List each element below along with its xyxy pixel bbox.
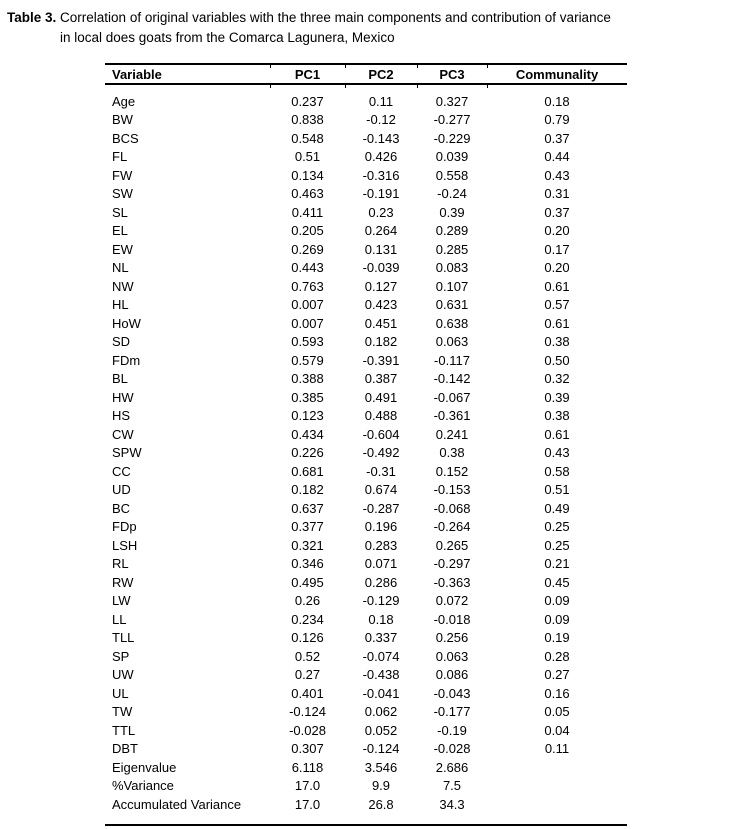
value-cell: 34.3 bbox=[439, 796, 465, 812]
header-column-tick bbox=[345, 63, 346, 68]
value-cell: 17.0 bbox=[294, 778, 321, 794]
value-cell: 0.18 bbox=[544, 93, 570, 109]
variable-cell: RL bbox=[112, 556, 129, 572]
value-cell: 0.37 bbox=[544, 204, 570, 220]
variable-cell: FDp bbox=[112, 519, 137, 535]
value-cell: -0.19 bbox=[437, 722, 467, 738]
value-cell: 0.25 bbox=[544, 519, 570, 535]
value-cell: 0.052 bbox=[364, 722, 398, 738]
table-row bbox=[105, 111, 627, 130]
value-cell: 0.23 bbox=[368, 204, 394, 220]
value-cell: 0.32 bbox=[544, 371, 570, 387]
value-cell: 0.51 bbox=[294, 149, 321, 165]
variable-cell: RW bbox=[112, 574, 134, 590]
table-row bbox=[105, 481, 627, 500]
value-cell: 0.31 bbox=[544, 186, 570, 202]
value-cell: 0.423 bbox=[364, 297, 398, 313]
value-cell: 0.107 bbox=[435, 278, 469, 294]
table-row bbox=[105, 721, 627, 740]
value-cell: 17.0 bbox=[294, 796, 321, 812]
value-cell: 0.20 bbox=[544, 260, 570, 276]
value-cell: 26.8 bbox=[368, 796, 394, 812]
value-cell: 0.37 bbox=[544, 130, 570, 146]
value-cell: -0.316 bbox=[362, 167, 400, 183]
value-cell: 0.61 bbox=[544, 426, 570, 442]
value-cell: 9.9 bbox=[371, 778, 391, 794]
table-row bbox=[105, 610, 627, 629]
table-row bbox=[105, 647, 627, 666]
value-cell: 0.38 bbox=[544, 408, 570, 424]
value-cell: 0.593 bbox=[291, 334, 324, 350]
table-row bbox=[105, 684, 627, 703]
value-cell: 0.337 bbox=[364, 630, 398, 646]
value-cell: 0.264 bbox=[364, 223, 398, 239]
value-cell: 0.637 bbox=[291, 500, 324, 516]
table-row bbox=[105, 129, 627, 148]
table-row bbox=[105, 296, 627, 315]
variable-cell: BCS bbox=[112, 130, 139, 146]
value-cell: 0.49 bbox=[544, 500, 570, 516]
variable-cell: CC bbox=[112, 463, 131, 479]
value-cell: -0.124 bbox=[289, 704, 326, 720]
value-cell: 0.285 bbox=[435, 241, 469, 257]
value-cell: -0.068 bbox=[433, 500, 471, 516]
value-cell: 0.638 bbox=[435, 315, 469, 331]
value-cell: -0.391 bbox=[362, 352, 400, 368]
table-row bbox=[105, 222, 627, 241]
value-cell: 0.131 bbox=[364, 241, 398, 257]
value-cell: -0.117 bbox=[434, 352, 470, 368]
value-cell: 0.45 bbox=[544, 574, 570, 590]
value-cell: 0.58 bbox=[544, 463, 570, 479]
value-cell: 0.072 bbox=[435, 593, 469, 609]
value-cell: 0.43 bbox=[544, 445, 570, 461]
value-cell: -0.018 bbox=[433, 611, 471, 627]
value-cell: 0.51 bbox=[544, 482, 570, 498]
value-cell: -0.492 bbox=[362, 445, 400, 461]
value-cell: -0.264 bbox=[433, 519, 471, 535]
header-column-tick bbox=[487, 63, 488, 68]
value-cell: 0.387 bbox=[364, 371, 398, 387]
variable-cell: LL bbox=[112, 611, 127, 627]
variable-cell: FL bbox=[112, 149, 128, 165]
value-cell: 0.134 bbox=[291, 167, 324, 183]
value-cell: 0.237 bbox=[291, 93, 324, 109]
variable-cell: Eigenvalue bbox=[112, 759, 177, 775]
value-cell: -0.124 bbox=[362, 741, 400, 757]
value-cell: -0.297 bbox=[433, 556, 471, 572]
value-cell: 0.434 bbox=[291, 426, 324, 442]
value-cell: 0.327 bbox=[435, 93, 469, 109]
value-cell: 0.18 bbox=[368, 611, 394, 627]
value-cell: 0.385 bbox=[291, 389, 324, 405]
value-cell: -0.129 bbox=[362, 593, 400, 609]
value-cell: 0.321 bbox=[291, 537, 324, 553]
value-cell: -0.363 bbox=[433, 574, 471, 590]
value-cell: 0.286 bbox=[364, 574, 398, 590]
variable-cell: BW bbox=[112, 112, 133, 128]
table-row bbox=[105, 388, 627, 407]
value-cell: -0.043 bbox=[433, 685, 471, 701]
variable-cell: HL bbox=[112, 297, 129, 313]
variable-cell: TLL bbox=[112, 630, 135, 646]
table-row bbox=[105, 444, 627, 463]
table-row bbox=[105, 499, 627, 518]
value-cell: -0.142 bbox=[433, 371, 471, 387]
value-cell: 0.681 bbox=[291, 463, 324, 479]
value-cell: 0.43 bbox=[544, 167, 570, 183]
value-cell: 0.39 bbox=[544, 389, 570, 405]
header-column-tick bbox=[487, 85, 488, 88]
value-cell: 0.488 bbox=[364, 408, 398, 424]
header-column-tick bbox=[417, 85, 418, 88]
value-cell: 0.205 bbox=[291, 223, 324, 239]
header-communality: Communality bbox=[487, 64, 627, 84]
value-cell: 0.256 bbox=[435, 630, 469, 646]
variable-cell: LSH bbox=[112, 537, 138, 553]
value-cell: 0.411 bbox=[291, 204, 324, 220]
value-cell: 0.269 bbox=[291, 241, 324, 257]
value-cell: 0.491 bbox=[364, 389, 398, 405]
value-cell: 0.495 bbox=[291, 574, 324, 590]
table-row bbox=[105, 351, 627, 370]
value-cell: 0.28 bbox=[544, 648, 570, 664]
variable-cell: DBT bbox=[112, 741, 138, 757]
value-cell: 0.674 bbox=[364, 482, 398, 498]
value-cell: -0.153 bbox=[433, 482, 471, 498]
value-cell: 3.546 bbox=[364, 759, 398, 775]
value-cell: 0.20 bbox=[544, 223, 570, 239]
header-pc1: PC1 bbox=[270, 64, 345, 84]
value-cell: 0.265 bbox=[435, 537, 469, 553]
table-row bbox=[105, 148, 627, 167]
value-cell: 0.17 bbox=[544, 241, 570, 257]
table-row bbox=[105, 758, 627, 777]
value-cell: 0.50 bbox=[544, 352, 570, 368]
value-cell: 0.463 bbox=[291, 186, 324, 202]
value-cell: 0.126 bbox=[291, 630, 324, 646]
value-cell: 0.61 bbox=[544, 315, 570, 331]
variable-cell: HoW bbox=[112, 315, 141, 331]
table-row bbox=[105, 166, 627, 185]
value-cell: 0.19 bbox=[544, 630, 570, 646]
value-cell: 0.09 bbox=[544, 593, 570, 609]
value-cell bbox=[487, 795, 627, 825]
variable-cell: TW bbox=[112, 704, 133, 720]
header-variable: Variable bbox=[105, 64, 270, 84]
value-cell: 0.377 bbox=[291, 519, 324, 535]
value-cell: 0.127 bbox=[364, 278, 398, 294]
table-row bbox=[105, 536, 627, 555]
table-row bbox=[105, 573, 627, 592]
variable-cell: FW bbox=[112, 167, 133, 183]
value-cell: -0.143 bbox=[362, 130, 400, 146]
value-cell: -0.191 bbox=[362, 186, 400, 202]
table-body bbox=[105, 84, 627, 825]
value-cell: -0.041 bbox=[362, 685, 400, 701]
variable-cell: SW bbox=[112, 186, 133, 202]
value-cell: 0.579 bbox=[291, 352, 324, 368]
table-row bbox=[105, 203, 627, 222]
table-row bbox=[105, 740, 627, 759]
variable-cell: TTL bbox=[112, 722, 136, 738]
value-cell: 0.283 bbox=[364, 537, 398, 553]
value-cell: -0.604 bbox=[362, 426, 400, 442]
variable-cell: HS bbox=[112, 408, 131, 424]
value-cell: 0.25 bbox=[544, 537, 570, 553]
value-cell: -0.277 bbox=[433, 112, 471, 128]
value-cell: -0.028 bbox=[289, 722, 326, 738]
value-cell: 0.548 bbox=[291, 130, 324, 146]
table-row bbox=[105, 425, 627, 444]
value-cell: -0.074 bbox=[362, 648, 400, 664]
value-cell: -0.287 bbox=[362, 500, 400, 516]
table-row bbox=[105, 240, 627, 259]
value-cell: 0.16 bbox=[544, 685, 570, 701]
value-cell: 0.27 bbox=[544, 667, 570, 683]
header-column-tick bbox=[270, 63, 271, 68]
variable-cell: SL bbox=[112, 204, 128, 220]
value-cell: 0.182 bbox=[364, 334, 398, 350]
variable-cell: Accumulated Variance bbox=[112, 796, 242, 812]
header-column-tick bbox=[270, 85, 271, 88]
table-row bbox=[105, 592, 627, 611]
value-cell: 0.307 bbox=[291, 741, 324, 757]
value-cell: 0.11 bbox=[368, 93, 394, 109]
variable-cell: UD bbox=[112, 482, 131, 498]
header-column-tick bbox=[417, 63, 418, 68]
variable-cell: SD bbox=[112, 334, 131, 350]
variable-cell: EW bbox=[112, 241, 133, 257]
caption-line-2: in local does goats from the Comarca Lagunera, Mexico bbox=[60, 30, 395, 45]
value-cell: 0.039 bbox=[435, 149, 469, 165]
variable-cell: UW bbox=[112, 667, 134, 683]
value-cell: 0.38 bbox=[544, 334, 570, 350]
table-row bbox=[105, 370, 627, 389]
value-cell: 0.443 bbox=[291, 260, 324, 276]
value-cell bbox=[487, 758, 627, 777]
table-row bbox=[105, 777, 627, 796]
value-cell: 0.21 bbox=[544, 556, 570, 572]
value-cell: 0.27 bbox=[294, 667, 321, 683]
value-cell: 0.09 bbox=[544, 611, 570, 627]
value-cell: -0.177 bbox=[433, 704, 471, 720]
value-cell: 0.61 bbox=[544, 278, 570, 294]
value-cell: 0.39 bbox=[439, 204, 465, 220]
header-row bbox=[105, 64, 627, 84]
table-header bbox=[105, 64, 627, 84]
value-cell: 0.062 bbox=[364, 704, 398, 720]
table-caption bbox=[7, 8, 727, 48]
value-cell: -0.12 bbox=[366, 112, 396, 128]
value-cell: -0.229 bbox=[433, 130, 471, 146]
table-row bbox=[105, 703, 627, 722]
value-cell: -0.039 bbox=[362, 260, 400, 276]
value-cell: 0.451 bbox=[364, 315, 398, 331]
value-cell: -0.361 bbox=[433, 408, 471, 424]
table-row bbox=[105, 277, 627, 296]
variable-cell: SPW bbox=[112, 445, 142, 461]
table-row bbox=[105, 185, 627, 204]
table-row bbox=[105, 518, 627, 537]
correlation-table bbox=[105, 63, 627, 826]
variable-cell: LW bbox=[112, 593, 131, 609]
variable-cell: BC bbox=[112, 500, 131, 516]
value-cell: 0.401 bbox=[291, 685, 324, 701]
value-cell: 0.289 bbox=[435, 223, 469, 239]
value-cell: 0.346 bbox=[291, 556, 324, 572]
value-cell: 0.007 bbox=[291, 315, 324, 331]
value-cell: 0.071 bbox=[364, 556, 398, 572]
caption-label: Table 3. bbox=[7, 10, 57, 25]
value-cell: 0.04 bbox=[544, 722, 570, 738]
value-cell: 0.26 bbox=[294, 593, 321, 609]
variable-cell: NL bbox=[112, 260, 129, 276]
value-cell: 2.686 bbox=[435, 759, 469, 775]
table-row bbox=[105, 84, 627, 111]
value-cell: -0.067 bbox=[433, 389, 471, 405]
variable-cell: NW bbox=[112, 278, 134, 294]
table-row bbox=[105, 333, 627, 352]
variable-cell: %Variance bbox=[112, 778, 174, 794]
value-cell: 0.631 bbox=[435, 297, 469, 313]
table-row bbox=[105, 629, 627, 648]
value-cell: 0.11 bbox=[544, 741, 570, 757]
variable-cell: UL bbox=[112, 685, 129, 701]
table-row bbox=[105, 314, 627, 333]
value-cell: 0.152 bbox=[435, 463, 469, 479]
value-cell: 0.38 bbox=[439, 445, 465, 461]
table-row bbox=[105, 259, 627, 278]
variable-cell: HW bbox=[112, 389, 134, 405]
value-cell: 0.241 bbox=[435, 426, 469, 442]
value-cell: 0.182 bbox=[291, 482, 324, 498]
value-cell: 0.086 bbox=[435, 667, 469, 683]
value-cell: -0.438 bbox=[362, 667, 400, 683]
caption-text-1: Correlation of original variables with the three main components and contribution of variance bbox=[56, 10, 611, 25]
value-cell: -0.028 bbox=[433, 741, 471, 757]
value-cell: 0.44 bbox=[544, 149, 570, 165]
value-cell: 0.063 bbox=[435, 648, 469, 664]
value-cell: 0.838 bbox=[291, 112, 324, 128]
value-cell: 0.123 bbox=[291, 408, 324, 424]
value-cell: 0.52 bbox=[294, 648, 321, 664]
header-pc3: PC3 bbox=[417, 64, 487, 84]
variable-cell: BL bbox=[112, 371, 128, 387]
value-cell: 0.196 bbox=[364, 519, 398, 535]
value-cell: 6.118 bbox=[291, 759, 324, 775]
value-cell: 0.79 bbox=[544, 112, 570, 128]
value-cell: 0.558 bbox=[435, 167, 469, 183]
value-cell: -0.24 bbox=[437, 186, 467, 202]
variable-cell: CW bbox=[112, 426, 134, 442]
value-cell: 0.226 bbox=[291, 445, 324, 461]
value-cell: 0.763 bbox=[291, 278, 324, 294]
value-cell: -0.31 bbox=[366, 463, 396, 479]
value-cell: 0.083 bbox=[435, 260, 469, 276]
table-row bbox=[105, 795, 627, 825]
table-row bbox=[105, 666, 627, 685]
variable-cell: SP bbox=[112, 648, 130, 664]
header-column-tick bbox=[345, 85, 346, 88]
value-cell: 0.234 bbox=[291, 611, 324, 627]
table-row bbox=[105, 462, 627, 481]
value-cell: 0.388 bbox=[291, 371, 324, 387]
variable-cell: EL bbox=[112, 223, 128, 239]
header-pc2: PC2 bbox=[345, 64, 417, 84]
caption-line-1 bbox=[7, 8, 727, 28]
table-row bbox=[105, 407, 627, 426]
value-cell: 0.57 bbox=[544, 297, 570, 313]
value-cell: 0.063 bbox=[435, 334, 469, 350]
variable-cell: FDm bbox=[112, 352, 141, 368]
value-cell: 0.426 bbox=[364, 149, 398, 165]
value-cell: 0.007 bbox=[291, 297, 324, 313]
value-cell: 0.05 bbox=[544, 704, 570, 720]
value-cell bbox=[487, 777, 627, 796]
value-cell: 7.5 bbox=[442, 778, 462, 794]
variable-cell: Age bbox=[112, 93, 136, 109]
table-row bbox=[105, 555, 627, 574]
